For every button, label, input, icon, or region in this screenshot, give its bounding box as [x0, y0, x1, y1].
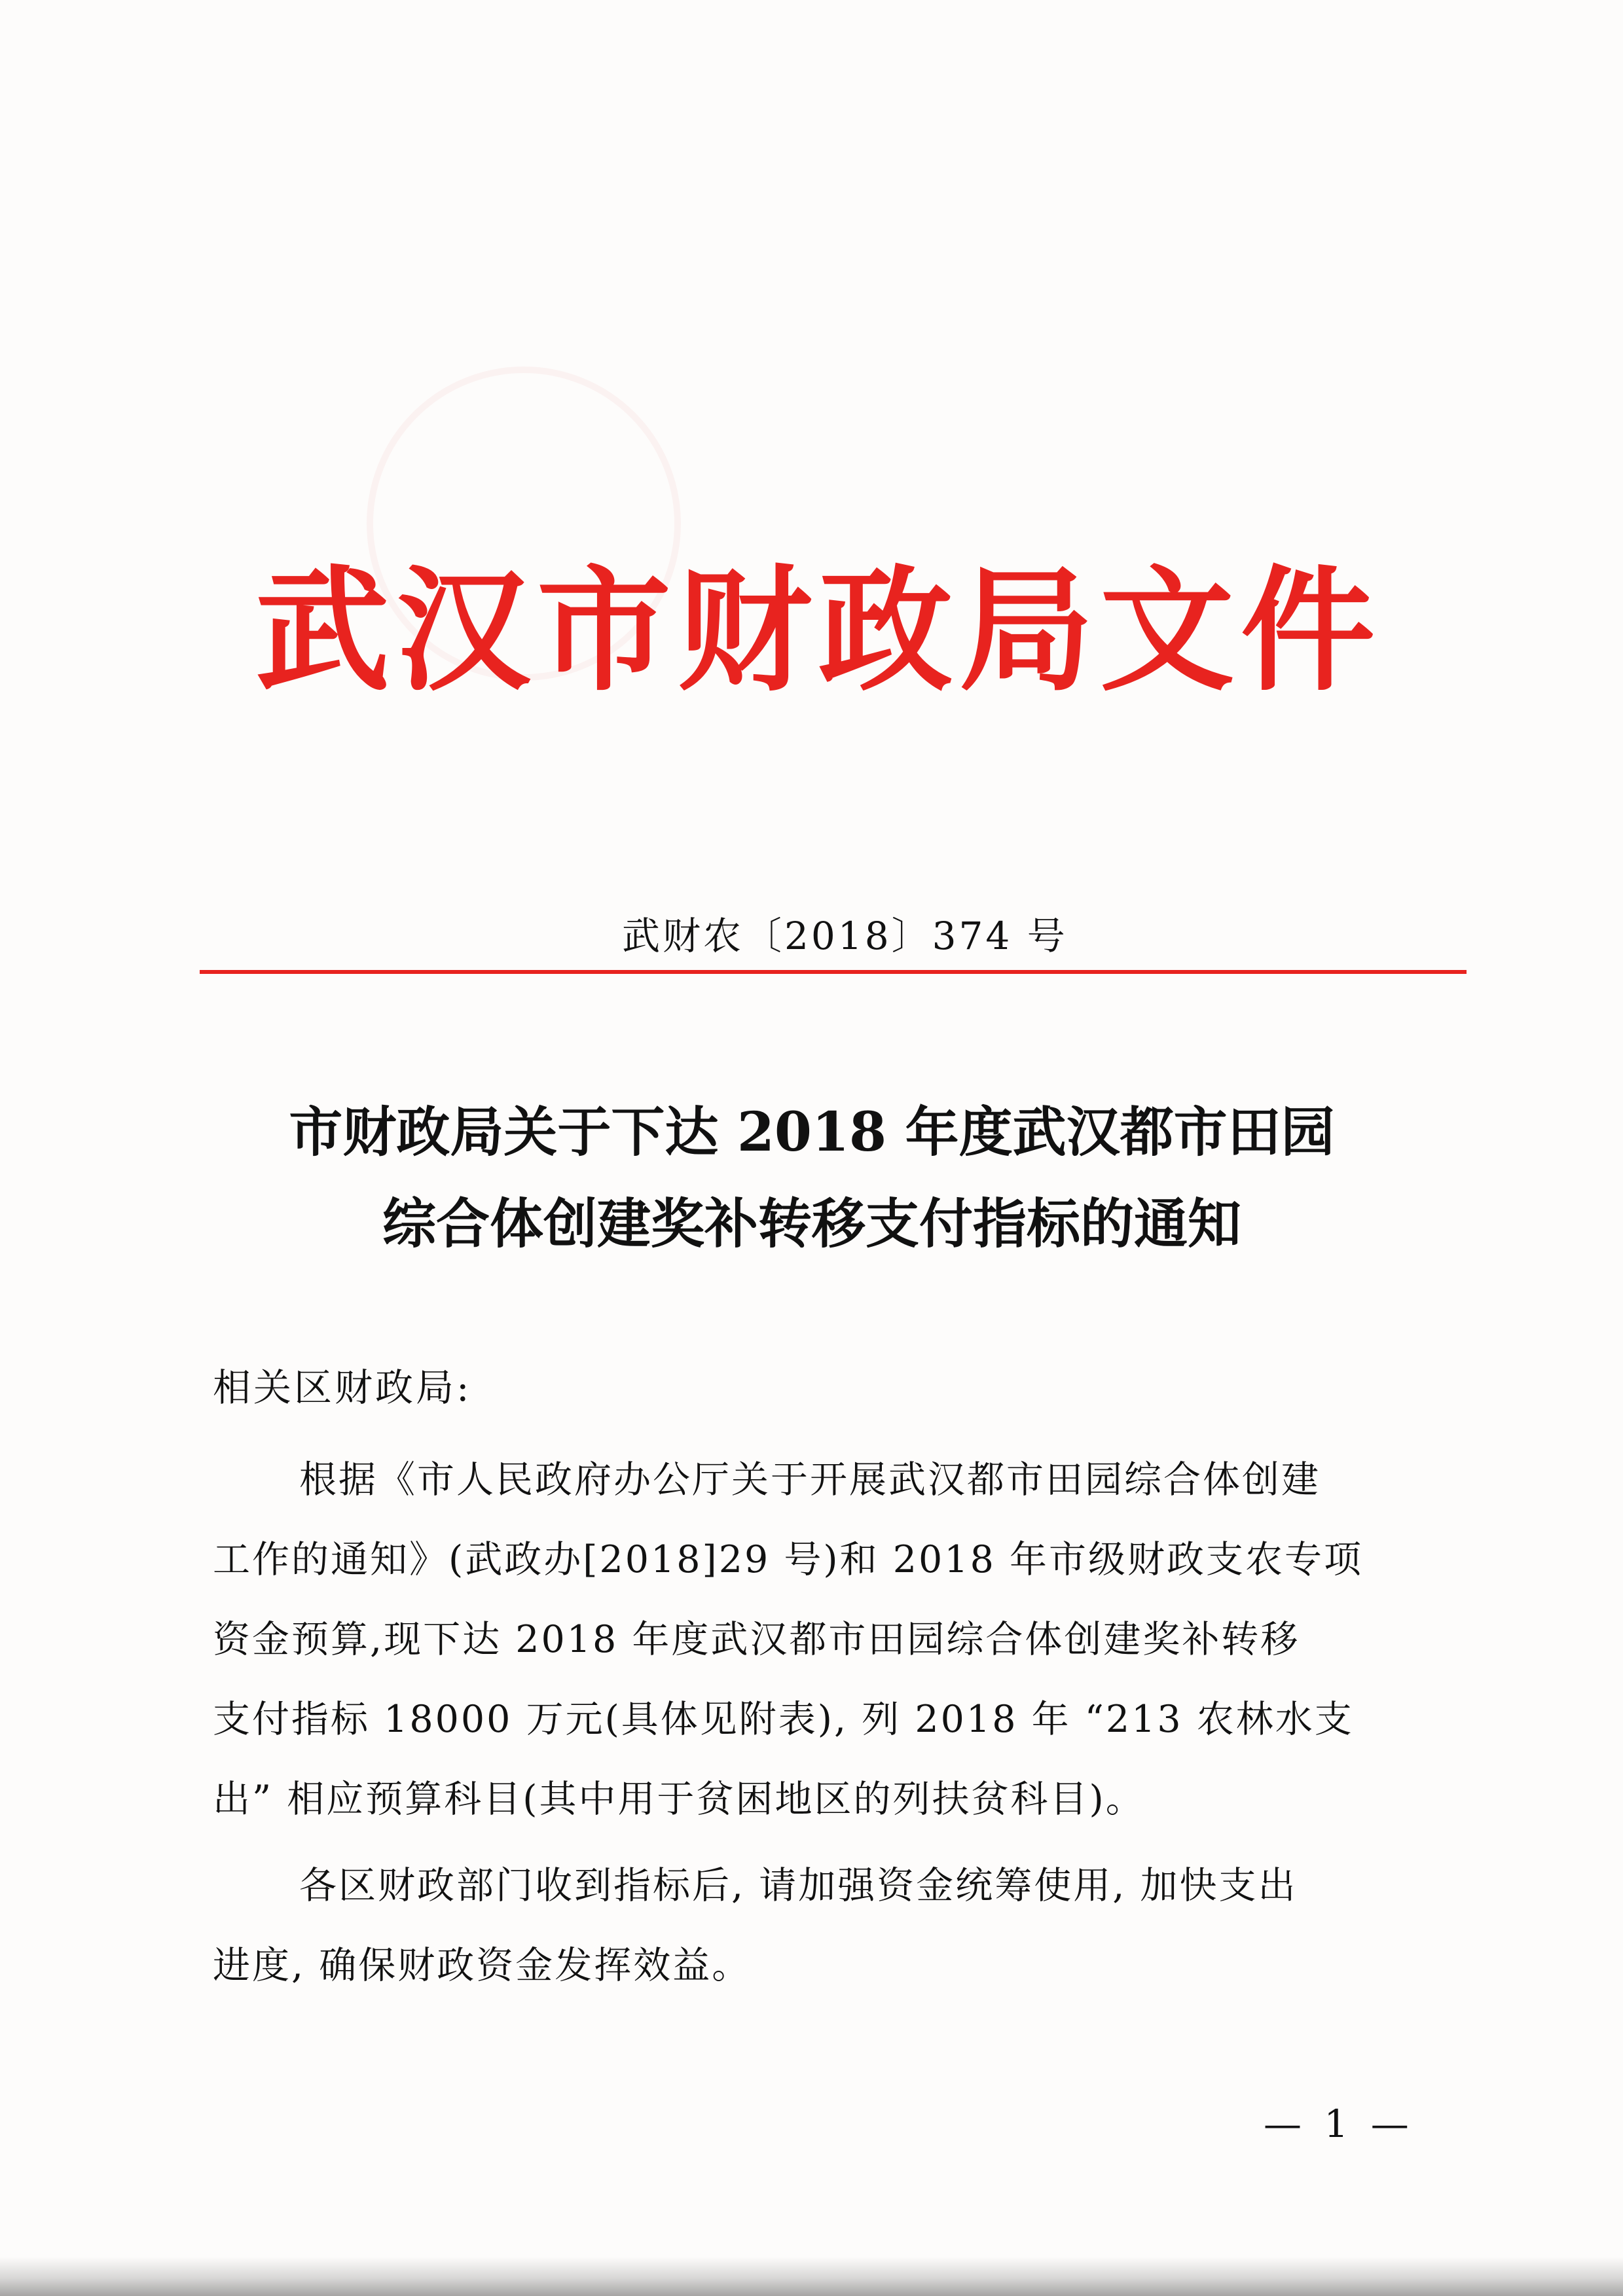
- body-paragraph-1: [213, 1440, 1457, 1839]
- salutation: 相关区财政局:: [213, 1365, 472, 1410]
- paragraph-line: 根据《市人民政府办公厅关于开展武汉都市田园综合体创建: [299, 1458, 1321, 1501]
- paragraph-line: 各区财政部门收到指标后, 请加强资金统筹使用, 加快支出: [299, 1864, 1298, 1907]
- document-title: [196, 1086, 1427, 1270]
- document-number: 武财农〔2018〕374 号: [622, 914, 1068, 958]
- paragraph-line: 出” 相应预算科目(其中用于贫困地区的列扶贫科目)。: [213, 1778, 1145, 1821]
- paragraph-line: 支付指标 18000 万元(具体见附表), 列 2018 年 “213 农林水支: [213, 1698, 1354, 1741]
- paragraph-line: 进度, 确保财政资金发挥效益。: [213, 1944, 752, 1987]
- page-number: — 1 —: [1264, 2102, 1414, 2146]
- red-separator-line: [200, 970, 1467, 974]
- paragraph-line: 资金预算,现下达 2018 年度武汉都市田园综合体创建奖补转移: [213, 1618, 1300, 1661]
- body-paragraph-2: [213, 1846, 1457, 2005]
- document-title-line-2: 综合体创建奖补转移支付指标的通知: [382, 1193, 1241, 1255]
- document-title-line-1: 市财政局关于下达 2018 年度武汉都市田园: [289, 1101, 1335, 1164]
- issuing-authority-header: 武汉市财政局文件: [255, 554, 1381, 709]
- scan-edge-shadow: [0, 2257, 1623, 2296]
- paragraph-line: 工作的通知》(武政办[2018]29 号)和 2018 年市级财政支农专项: [213, 1538, 1363, 1581]
